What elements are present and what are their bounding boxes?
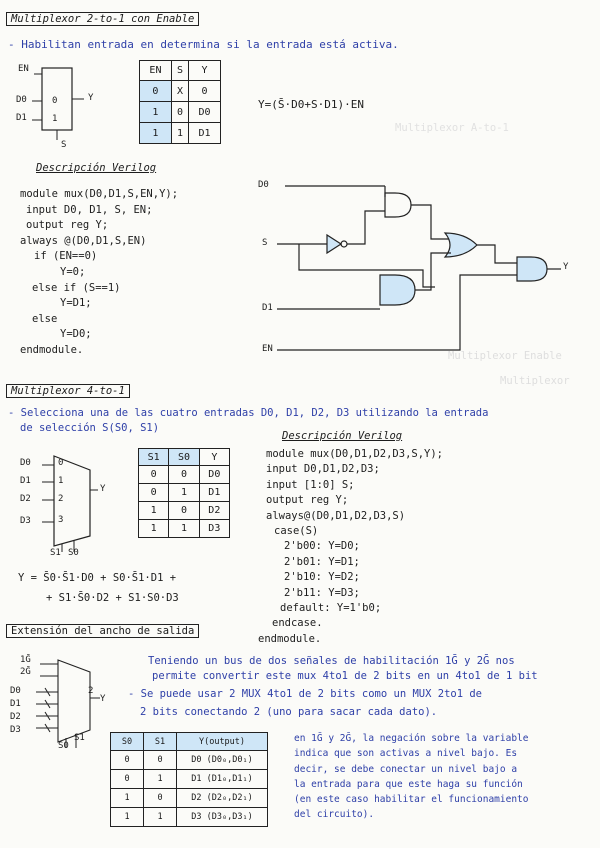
- cell: 1: [140, 123, 172, 144]
- th-s0: S0: [169, 449, 199, 466]
- th-y: Y: [199, 449, 229, 466]
- code-line: case(S): [274, 524, 319, 537]
- code-line: 2'b01: Y=D1;: [284, 555, 360, 568]
- code-line: 2'b10: Y=D2;: [284, 571, 360, 584]
- faded-text-3: Multiplexor: [500, 375, 570, 387]
- section3-para2-line2: 2 bits conectando 2 (uno para sacar cada dato).: [140, 706, 438, 718]
- cell: D2 (D2₀,D2₁): [177, 789, 268, 808]
- mux2-drawing: [12, 60, 107, 155]
- code-line: endmodule.: [20, 343, 84, 356]
- mux-2bit-d1-label: D1: [10, 699, 21, 709]
- cell: D0: [199, 466, 229, 484]
- mux-2bit-truth-table: [110, 732, 268, 827]
- mux-2bit-d2-label: D2: [10, 712, 21, 722]
- cell: 1: [140, 102, 172, 123]
- th-s: S: [171, 61, 188, 81]
- mux-2bit-s1-label: S1: [74, 733, 85, 743]
- mux4-in2: 2: [58, 494, 64, 504]
- code-line: Y=0;: [60, 265, 86, 278]
- code-line: else: [32, 312, 58, 325]
- mux2-truth-table: [139, 60, 221, 144]
- code-line: input D0,D1,D2,D3;: [266, 463, 380, 476]
- mux4-y-label: Y: [100, 484, 106, 494]
- cell: 1: [111, 808, 144, 827]
- th-en: EN: [140, 61, 172, 81]
- section1-description: - Habilitan entrada en determina si la entrada está activa.: [8, 38, 399, 51]
- cell: 0: [144, 789, 177, 808]
- cell: 0: [169, 502, 199, 520]
- mux4-d3-label: D3: [20, 516, 31, 526]
- note-line: decir, se debe conectar un nivel bajo a: [294, 763, 518, 775]
- cell: 0: [111, 770, 144, 789]
- cell: D3: [199, 520, 229, 538]
- code-line: 2'b11: Y=D3;: [284, 586, 360, 599]
- mux-2bit-g2-label: 2Ḡ: [20, 667, 31, 677]
- mux2-d1-label: D1: [16, 113, 27, 123]
- code-line: else if (S==1): [32, 281, 121, 294]
- section3-note: [294, 731, 529, 823]
- circuit-en-label: EN: [262, 344, 273, 354]
- circuit-d1-label: D1: [262, 303, 273, 313]
- mux4-equation-line2: + S1·S̄0·D2 + S1·S0·D3: [46, 592, 179, 604]
- note-line: del circuito).: [294, 809, 375, 821]
- code-line: output reg Y;: [26, 219, 109, 232]
- code-line: Y=D0;: [60, 328, 92, 341]
- faded-text-1: Multiplexor A-to-1: [395, 122, 509, 134]
- mux-2bit-d0-label: D0: [10, 686, 21, 696]
- code-line: always @(D0,D1,S,EN): [20, 234, 147, 247]
- code-line: default: Y=1'b0;: [280, 601, 382, 614]
- code-line: 2'b00: Y=D0;: [284, 540, 360, 553]
- cell: D3 (D3₀,D3₁): [177, 808, 268, 827]
- section1-title: Multiplexor 2-to-1 con Enable: [6, 12, 199, 26]
- cell: 1: [169, 520, 199, 538]
- mux4-d0-label: D0: [20, 458, 31, 468]
- mux2-y-label: Y: [88, 93, 94, 103]
- code-line: input [1:0] S;: [266, 478, 355, 491]
- code-line: if (EN==0): [34, 250, 98, 263]
- mux4-in3: 3: [58, 515, 64, 525]
- th-s1: S1: [144, 733, 177, 751]
- code-line: output reg Y;: [266, 494, 349, 507]
- mux4-equation-line1: Y = S̄0·S̄1·D0 + S0·S̄1·D1 +: [18, 572, 177, 584]
- section1-code: [20, 188, 178, 360]
- cell: 0: [144, 751, 177, 770]
- mux2-in1: 1: [52, 114, 58, 124]
- cell: 1: [169, 484, 199, 502]
- th-y: Y: [189, 61, 221, 81]
- cell: D0: [189, 102, 221, 123]
- code-line: Y=D1;: [60, 297, 92, 310]
- mux-2bit-d3-label: D3: [10, 725, 21, 735]
- cell: 1: [144, 770, 177, 789]
- mux-2bit-g1-label: 1Ḡ: [20, 655, 31, 665]
- cell: D1: [189, 123, 221, 144]
- section2-desc-line1: - Selecciona una de las cuatro entradas D0, D1, D2, D3 utilizando la entrada: [8, 407, 489, 419]
- mux2-equation: Y=(S̄·D0+S·D1)·EN: [258, 98, 364, 111]
- circuit-d0-label: D0: [258, 180, 269, 190]
- section2-code: [258, 448, 444, 648]
- note-line: la entrada para que este haga su función: [294, 778, 523, 790]
- section3-para2-line1: - Se puede usar 2 MUX 4to1 de 2 bits como un MUX 2to1 de: [128, 688, 483, 700]
- cell: 0: [169, 466, 199, 484]
- cell: X: [171, 81, 188, 102]
- cell: 1: [139, 502, 169, 520]
- cell: 0: [189, 81, 221, 102]
- cell: D2: [199, 502, 229, 520]
- cell: 1: [171, 123, 188, 144]
- circuit-y-label: Y: [563, 262, 569, 272]
- code-line: module mux(D0,D1,S,EN,Y);: [20, 188, 179, 200]
- mux-2bit-bus-width: 2: [88, 686, 94, 696]
- code-line: always@(D0,D1,D2,D3,S): [266, 509, 406, 522]
- mux-2bit-y-label: Y: [100, 694, 106, 704]
- note-line: en 1Ḡ y 2Ḡ, la negación sobre la variable: [294, 733, 529, 744]
- faded-text-2: Multiplexor Enable: [448, 350, 562, 362]
- section3-para1-line2: permite convertir este mux 4to1 de 2 bits en un 4to1 de 1 bit: [152, 670, 538, 682]
- cell: D1 (D1₀,D1₁): [177, 770, 268, 789]
- note-line: (en este caso habilitar el funcionamiento: [294, 794, 529, 806]
- section2-desc-line2: de selección S(S0, S1): [20, 422, 160, 434]
- note-line: indica que son activas a nivel bajo. Es: [294, 748, 518, 760]
- mux2-s-label: S: [61, 140, 67, 150]
- code-line: module mux(D0,D1,D2,D3,S,Y);: [266, 448, 444, 460]
- cell: 0: [139, 484, 169, 502]
- cell: 0: [111, 751, 144, 770]
- mux2-d0-label: D0: [16, 95, 27, 105]
- section2-verilog-title: Descripción Verilog: [282, 430, 403, 442]
- section2-title: Multiplexor 4-to-1: [6, 384, 130, 398]
- section3-para1-line1: Teniendo un bus de dos señales de habilitación 1Ḡ y 2Ḡ nos: [148, 655, 515, 667]
- cell: 0: [140, 81, 172, 102]
- section1-verilog-title: Descripción Verilog: [36, 162, 157, 174]
- cell: 0: [171, 102, 188, 123]
- code-line: input D0, D1, S, EN;: [26, 203, 153, 216]
- mux2-in0: 0: [52, 96, 58, 106]
- cell: D1: [199, 484, 229, 502]
- mux4-s0-label: S0: [68, 548, 79, 558]
- cell: 1: [144, 808, 177, 827]
- code-line: endcase.: [272, 617, 323, 630]
- mux4-in1: 1: [58, 476, 64, 486]
- cell: 1: [111, 789, 144, 808]
- circuit-s-label: S: [262, 238, 268, 248]
- mux4-d2-label: D2: [20, 494, 31, 504]
- mux4-d1-label: D1: [20, 476, 31, 486]
- mux4-in0: 0: [58, 458, 64, 468]
- mux4-s1-label: S1: [50, 548, 61, 558]
- th-y: Y(output): [177, 733, 268, 751]
- mux4-truth-table: [138, 448, 230, 538]
- circuit-drawing: [255, 175, 585, 365]
- mux2-en-label: EN: [18, 64, 29, 74]
- section3-title: Extensión del ancho de salida: [6, 624, 199, 638]
- cell: 0: [139, 466, 169, 484]
- th-s1: S1: [139, 449, 169, 466]
- cell: 1: [139, 520, 169, 538]
- th-s0: S0: [111, 733, 144, 751]
- cell: D0 (D0₀,D0₁): [177, 751, 268, 770]
- mux-2bit-s0-label: S0: [58, 741, 69, 751]
- code-line: endmodule.: [258, 632, 322, 645]
